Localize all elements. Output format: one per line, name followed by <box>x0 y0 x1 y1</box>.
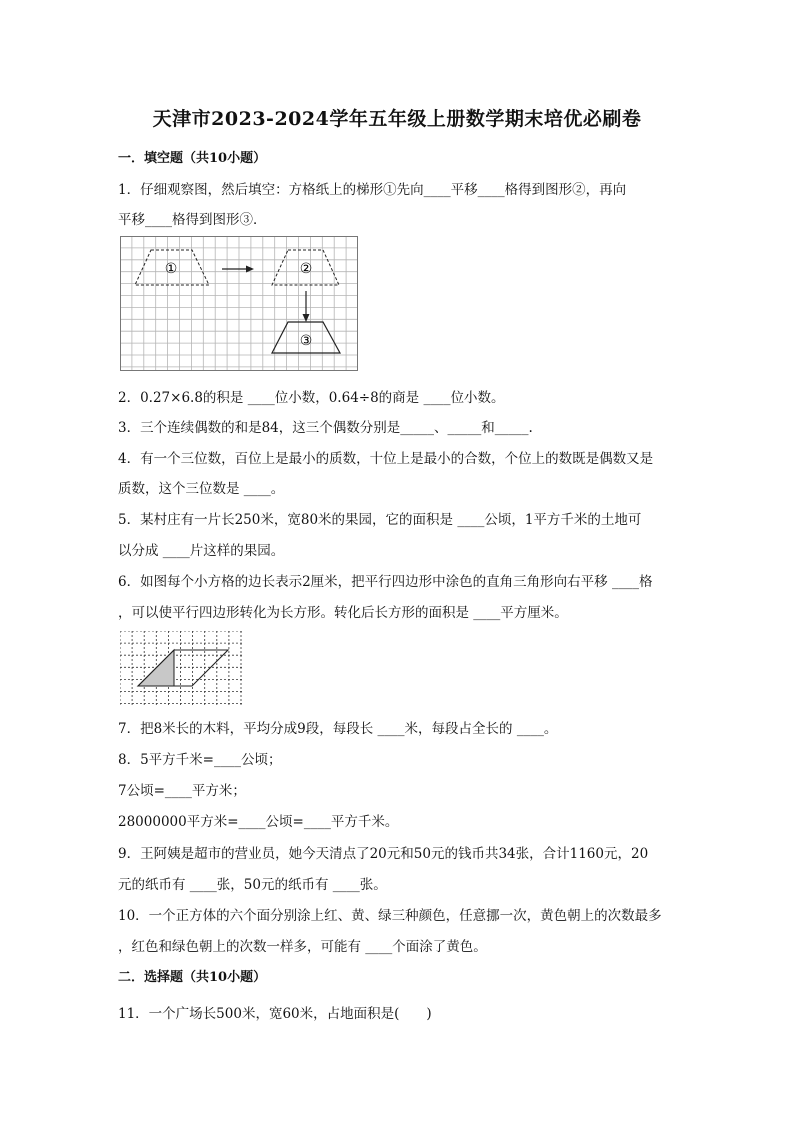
page-title: 天津市2023-2024学年五年级上册数学期末培优必刷卷 <box>152 108 642 130</box>
question-5-line-2: 以分成 ____片这样的果园。 <box>118 543 285 559</box>
question-10-line-1: 10．一个正方体的六个面分别涂上红、黄、绿三种颜色，任意挪一次，黄色朝上的次数最多 <box>118 908 662 924</box>
question-1-line-1: 1．仔细观察图，然后填空：方格纸上的梯形①先向____平移____格得到图形②，再向 <box>118 182 627 198</box>
question-8-line-1: 8．5平方千米=____公顷； <box>118 752 282 768</box>
question-7: 7．把8米长的木料，平均分成9段，每段长 ____米，每段占全长的 ____。 <box>118 721 558 737</box>
question-2: 2．0.27×6.8的积是 ____位小数，0.64÷8的商是 ____位小数。 <box>118 390 505 406</box>
down-arrow-head <box>303 314 310 322</box>
parallelogram-figure <box>120 631 244 705</box>
question-11: 11．一个广场长500米，宽60米，占地面积是( ) <box>118 1006 432 1022</box>
question-9-line-1: 9．王阿姨是超市的营业员，她今天清点了20元和50元的钱币共34张，合计1160元，20 <box>118 846 649 862</box>
question-8-line-2: 7公顷=____平方米； <box>118 783 246 799</box>
question-1-line-2: 平移____格得到图形③． <box>118 212 267 228</box>
trapezoid-translation-figure <box>120 236 358 371</box>
question-5-line-1: 5．某村庄有一片长250米，宽80米的果园，它的面积是 ____公顷，1平方千米的土地可 <box>118 512 642 528</box>
trapezoid-3-label: ③ <box>299 333 313 349</box>
question-10-line-2: ，红色和绿色朝上的次数一样多，可能有 ____个面涂了黄色。 <box>118 939 487 955</box>
grid-lines <box>120 236 358 371</box>
question-4-line-1: 4．有一个三位数，百位上是最小的质数，十位上是最小的合数，个位上的数既是偶数又是 <box>118 451 654 467</box>
question-3: 3．三个连续偶数的和是84，这三个偶数分别是_____、_____和_____. <box>118 420 533 436</box>
section-fill-blank-heading: 一．填空题（共10小题） <box>118 151 267 166</box>
section-multiple-choice-heading: 二．选择题（共10小题） <box>118 970 267 985</box>
dashed-grid-lines <box>120 631 244 705</box>
trapezoid-1-label: ① <box>164 261 178 277</box>
question-9-line-2: 元的纸币有 ____张，50元的纸币有 ____张。 <box>118 877 387 893</box>
trapezoid-2-label: ② <box>299 261 313 277</box>
question-6-line-2: ，可以使平行四边形转化为长方形。转化后长方形的面积是 ____平方厘米。 <box>118 605 568 621</box>
question-6-line-1: 6．如图每个小方格的边长表示2厘米，把平行四边形中涂色的直角三角形向右平移 ____格 <box>118 574 653 590</box>
question-4-line-2: 质数，这个三位数是 ____。 <box>118 481 285 497</box>
question-8-line-3: 28000000平方米=____公顷=____平方千米。 <box>118 814 399 830</box>
